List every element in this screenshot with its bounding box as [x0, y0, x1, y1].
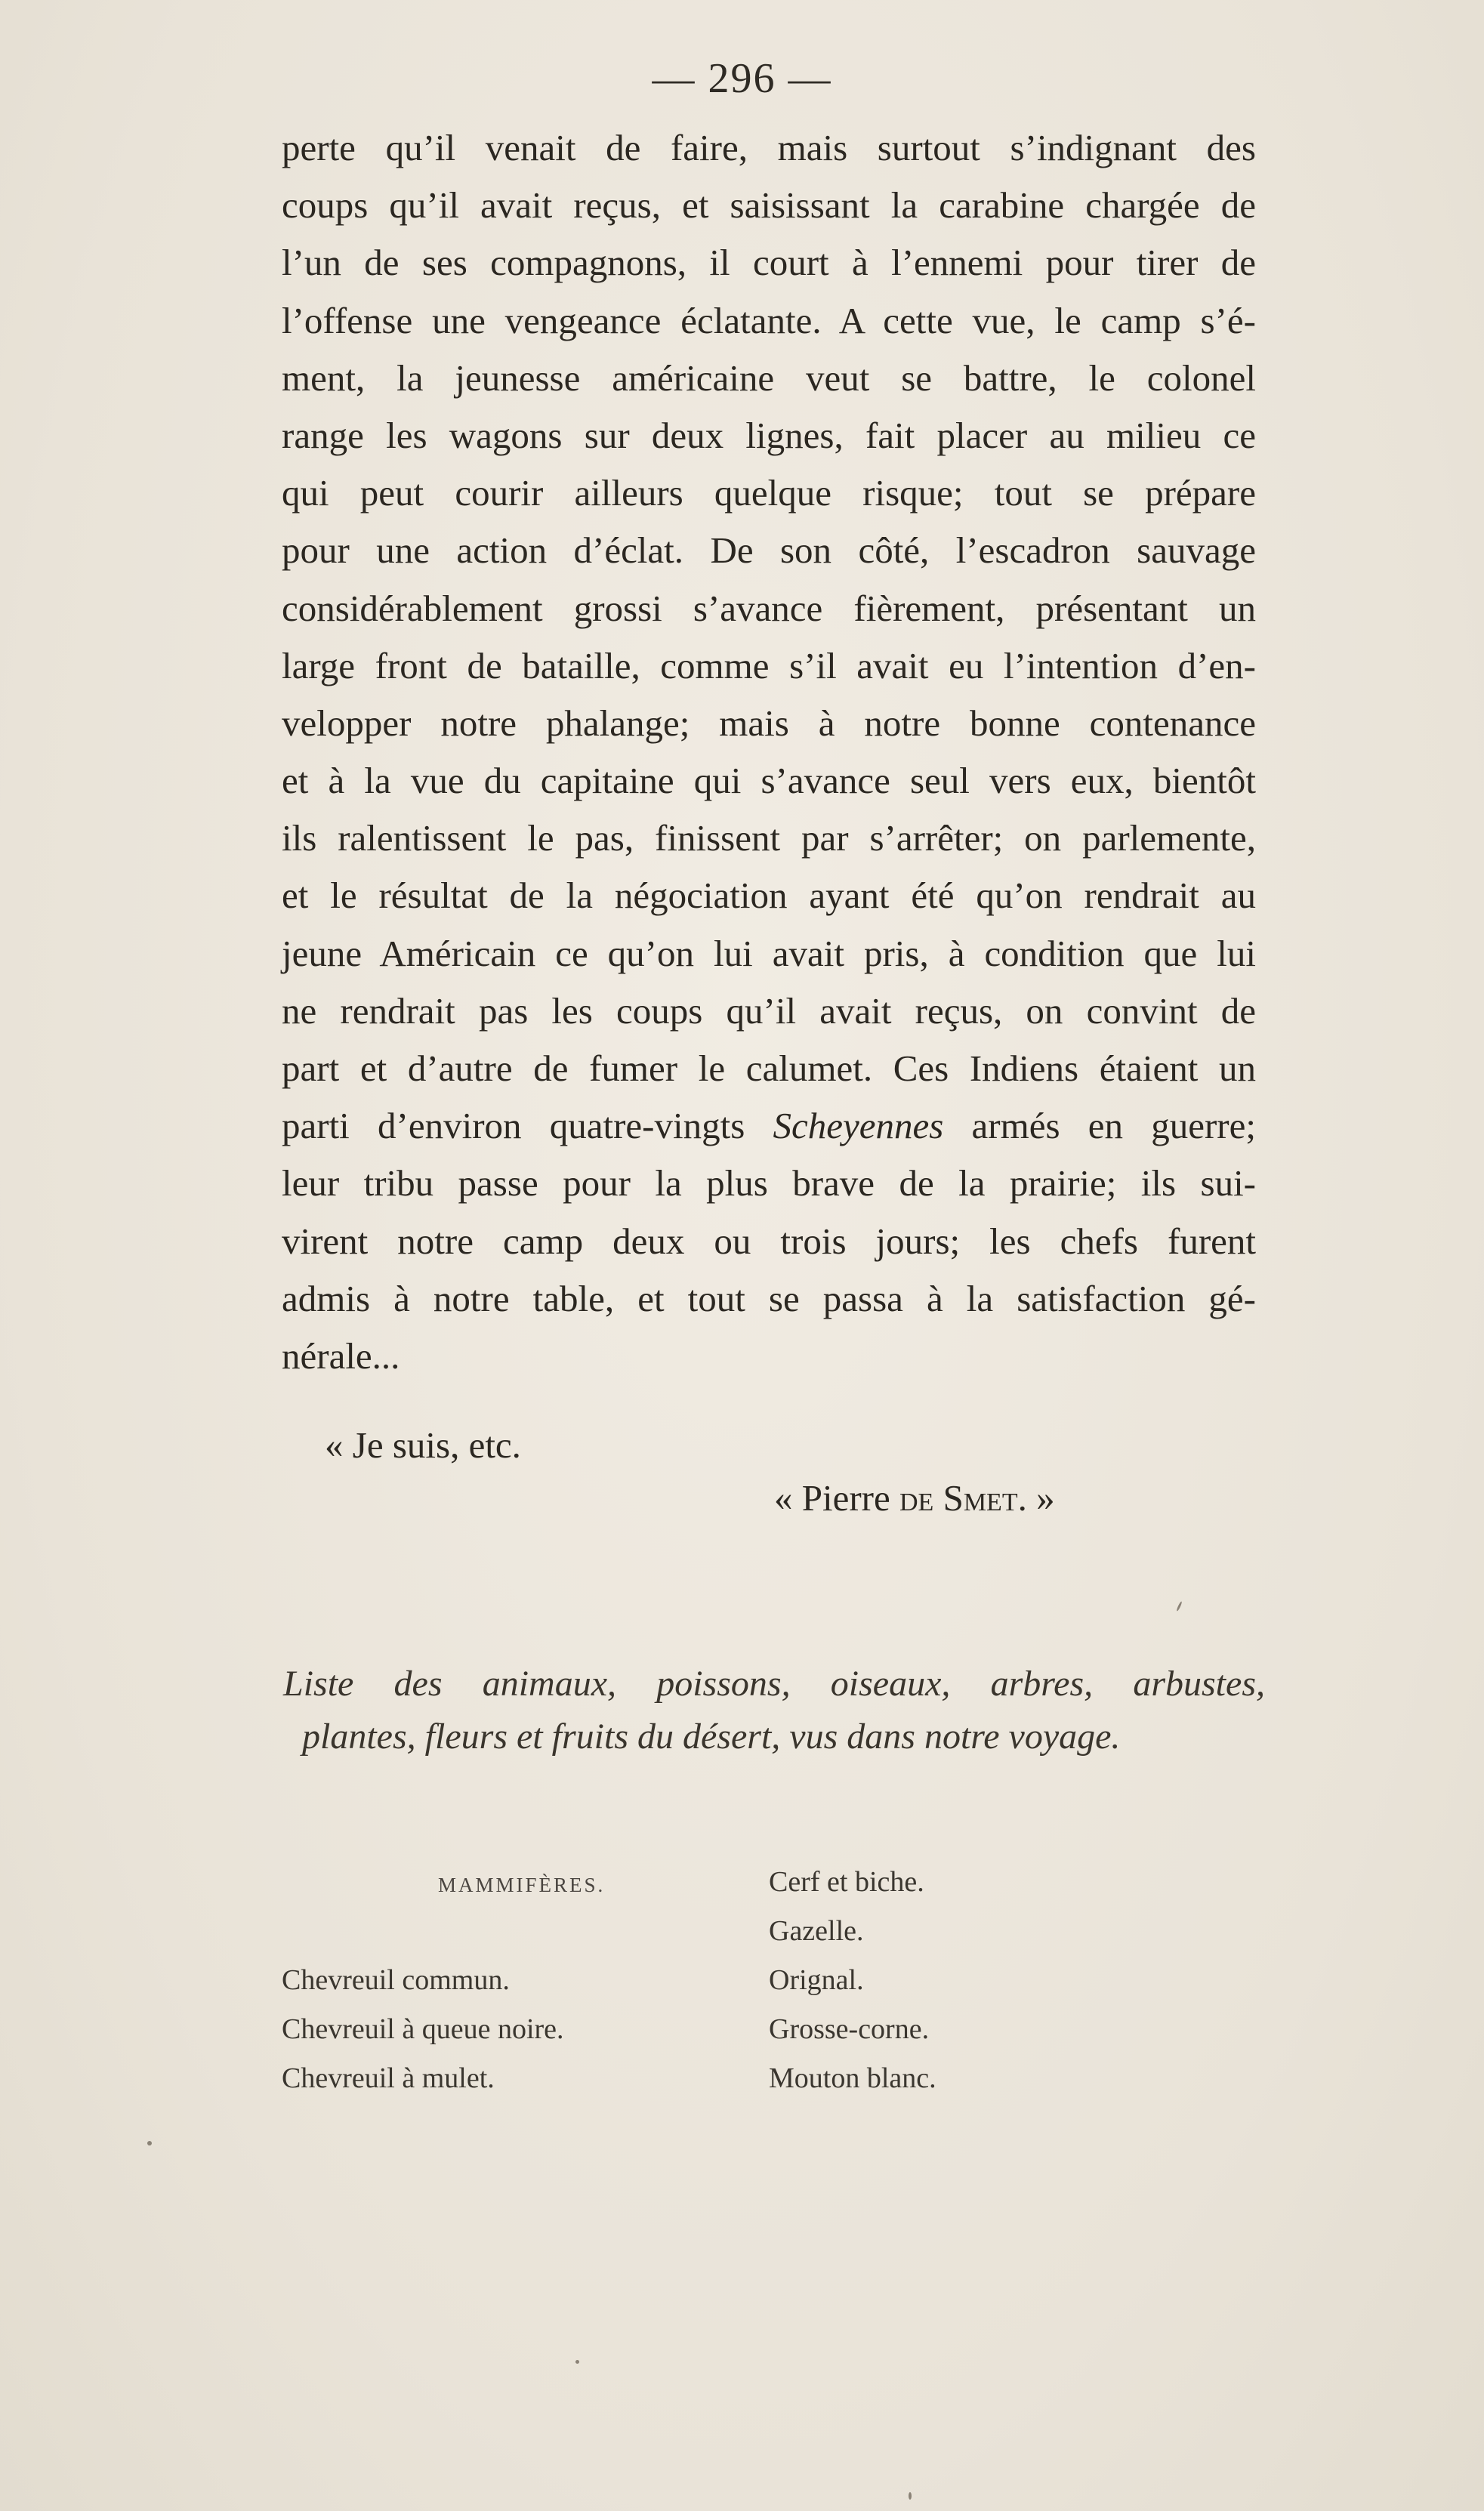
- body-line: l’un de ses compagnons, il court à l’ennemi pour tirer de: [282, 242, 1256, 284]
- body-line: et à la vue du capitaine qui s’avance seul vers eux, bientôt: [282, 760, 1256, 802]
- body-line: velopper notre phalange; mais à notre bonne contenance: [282, 702, 1256, 744]
- body-line: large front de bataille, comme s’il avait eu l’intention d’en-: [282, 644, 1256, 686]
- signature-open: « Pierre: [774, 1477, 899, 1519]
- body-line: qui peut courir ailleurs quelque risque; tout se prépare: [282, 472, 1256, 514]
- body-line: jeune Américain ce qu’on lui avait pris, à condition que lui: [282, 932, 1256, 974]
- list-item: Gazelle.: [769, 1915, 864, 1947]
- list-item: Orignal.: [769, 1964, 864, 1996]
- body-line: virent notre camp deux ou trois jours; les chefs furent: [282, 1220, 1256, 1262]
- body-line: range les wagons sur deux lignes, fait placer au milieu ce: [282, 414, 1256, 456]
- tribe-name: Scheyennes: [773, 1105, 944, 1147]
- right-column: [769, 1858, 936, 2103]
- paper-speck: [909, 2492, 912, 2500]
- signature-close: . »: [1017, 1477, 1055, 1519]
- body-line: parti d’environ quatre-vingts Scheyennes armés en guerre;: [282, 1105, 1256, 1147]
- letter-body: [282, 119, 1256, 1385]
- body-line: coups qu’il avait reçus, et saisissant la carabine chargée de: [282, 184, 1256, 227]
- body-line: ils ralentissent le pas, finissent par s’arrêter; on parlemente,: [282, 817, 1256, 859]
- list-item: Chevreuil à mulet.: [282, 2062, 495, 2094]
- page-number: — 296 —: [652, 55, 832, 102]
- body-line: nérale...: [282, 1334, 400, 1377]
- body-line: admis à notre table, et tout se passa à la satisfaction gé-: [282, 1277, 1256, 1319]
- body-line: leur tribu passe pour la plus brave de la prairie; ils sui-: [282, 1162, 1256, 1205]
- body-line: ne rendrait pas les coups qu’il avait reçus, on convint de: [282, 989, 1256, 1032]
- paper-speck: [147, 2141, 152, 2145]
- section-heading: MAMMIFÈRES.: [438, 1874, 606, 1896]
- list-item: Chevreuil commun.: [282, 1964, 510, 1996]
- list-title-line: plantes, fleurs et fruits du désert, vus dans notre voyage.: [302, 1717, 1121, 1757]
- body-line: l’offense une vengeance éclatante. A cette vue, le camp s’é-: [282, 299, 1256, 341]
- body-line: ment, la jeunesse américaine veut se battre, le colonel: [282, 356, 1256, 399]
- list-item: Mouton blanc.: [769, 2062, 936, 2094]
- list-item: Grosse-corne.: [769, 2013, 930, 2045]
- list-item: Cerf et biche.: [769, 1866, 924, 1898]
- list-item: Chevreuil à queue noire.: [282, 2013, 564, 2045]
- paper-speck: [1176, 1601, 1183, 1612]
- list-title-line: Liste des animaux, poissons, oiseaux, arbres, arbustes,: [283, 1664, 1265, 1704]
- body-line: considérablement grossi s’avance fièrement, présentant un: [282, 587, 1256, 629]
- left-column: [282, 1956, 564, 2103]
- body-line: part et d’autre de fumer le calumet. Ces Indiens étaient un: [282, 1047, 1256, 1089]
- signature: [774, 1476, 1055, 1519]
- body-line: et le résultat de la négociation ayant été qu’on rendrait au: [282, 875, 1256, 917]
- signature-name: de Smet: [899, 1477, 1018, 1519]
- list-title: [283, 1658, 1265, 1763]
- body-line: perte qu’il venait de faire, mais surtout s’indignant des: [282, 127, 1256, 168]
- body-line: pour une action d’éclat. De son côté, l’escadron sauvage: [282, 529, 1256, 572]
- closing-formula: « Je suis, etc.: [325, 1424, 521, 1466]
- paper-speck: [575, 2360, 579, 2364]
